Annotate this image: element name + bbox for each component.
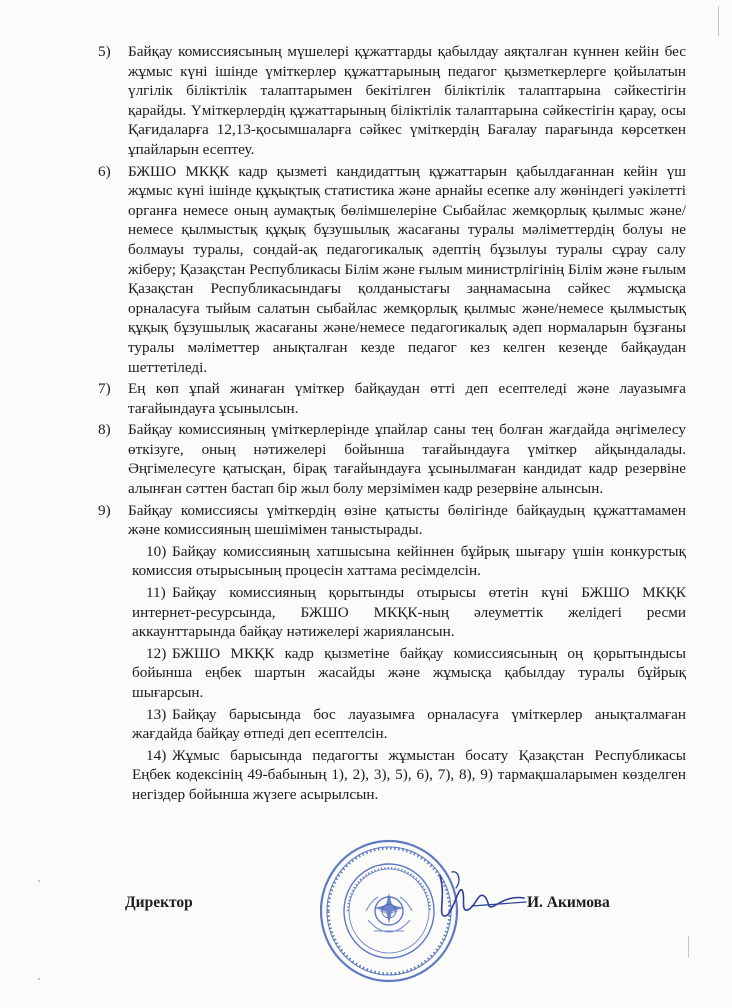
order-items-list [92, 42, 686, 807]
item-text: Байқау комиссиясының мүшелері құжаттарды қабылдау аяқталған күннен кейін бес жұмыс күні ішінде үміткерлер құжаттарының педагог қызметкерлерге қойылатын үлгілік біліктілік талаптарымен бекітілген біліктілік талаптарына сәйкестігін қарайды. Үміткерлердің құжаттарының біліктілік талаптарына сәйкестігін қарау, осы Қағидаларға 12,13-қосымшаларға сәйкес үміткердің Бағалау парағында көрсеткен ұпайларын есептеу. [128, 43, 686, 158]
list-item [92, 42, 686, 160]
signatory-name: И. Акимова [527, 894, 610, 911]
item-text: Байқау комиссиясы үміткердің өзіне қатысты бөлігінде байқаудың құжаттамамен және комиссияның шешімімен таныстырады. [128, 501, 686, 539]
signatory-position: Директор [125, 894, 193, 911]
item-number: 10) [146, 542, 167, 560]
list-item [92, 644, 686, 703]
item-text: Байқау комиссияның қорытынды отырысы өтетін күні БЖШО МКҚК интернет-ресурсында, БЖШО МКҚК-ның әлеуметтік желідегі ресми аккаунттарында байқау нәтижелері жариялансын. [132, 584, 686, 641]
list-item [92, 705, 686, 744]
list-item [92, 162, 686, 378]
item-text: БЖШО МКҚК кадр қызметі кандидаттың құжаттарын қабылдағаннан кейін үш жұмыс күні ішінде құқықтық статистика және арнайы есепке алу жөніндегі уәкілетті органға немесе оның аумақтық бөлімшелеріне Сыбайлас жемқорлық қылмыс және/немесе қылмыстық құқық бұзушылық жасағаны туралы мәліметтердің болуы не болмауы туралы, сондай-ақ педагогикалық әдептің бұзылуы туралы сұрау салу жіберу; Қазақстан Республикасы Білім және ғылым министрлігінің Білім және ғылым Қазақстан Республикасындағы қолданыстағы заңнамасына сәйкес жұмысқа орналасуға тыйым салатын сыбайлас жемқорлық қылмыс және/немесе қылмыстық құқық бұзушылық жасағаны және/немесе педагогикалық әдеп нормаларын бұзғаны туралы мәліметтер анықталған кезде педагог кез келген кезеңде байқаудан шеттетіледі. [128, 162, 686, 376]
list-item [92, 420, 686, 498]
item-number: 11) [146, 584, 166, 602]
scan-mark [718, 6, 719, 36]
list-item [92, 501, 686, 540]
item-number: 7) [98, 380, 111, 398]
scan-mark [38, 978, 40, 980]
item-number: 9) [98, 501, 111, 519]
item-number: 5) [98, 43, 111, 60]
scan-mark [38, 880, 40, 882]
item-text: БЖШО МКҚК кадр қызметіне байқау комиссиясының оң қорытындысы бойынша еңбек шартын жасайды және жұмысқа қабылдау туралы бұйрық шығарсын. [132, 644, 686, 701]
list-item [92, 379, 686, 418]
list-item [92, 746, 686, 805]
item-text: Жұмыс барысында педагогты жұмыстан босату Қазақстан Республикасы Еңбек кодексінің 49-бабының 1), 2), 3), 5), 6), 7), 8), 9) тармақшаларымен көзделген негіздер бойынша жүзеге асырылсын. [132, 746, 686, 803]
scan-mark [688, 936, 689, 958]
item-number: 6) [98, 162, 111, 180]
list-item [92, 542, 686, 581]
item-number: 13) [146, 705, 167, 723]
item-number: 8) [98, 421, 111, 439]
item-text: Байқау комиссияның хатшысына кейіннен бұйрық шығару үшін конкурстық комиссия отырысының процесін хаттама ресімделсін. [132, 542, 686, 580]
list-item [92, 583, 686, 642]
item-text: Байқау барысында бос лауазымға орналасуға үміткерлер анықталмаған жағдайда байқау өтпеді деп есептелсін. [132, 705, 686, 743]
item-text: Ең көп ұпай жинаған үміткер байқаудан өтті деп есептеледі және лауазымға тағайындауға ұсынылсын. [128, 380, 686, 417]
item-text: Байқау комиссияның үміткерлерінде ұпайлар саны тең болған жағдайда әңгімелесу өткізуге, оның нәтижелері бойынша тағайындауға үміткер айқындалады. Әңгімелесуге қатысқан, бірақ тағайындауға ұсынылмаған кандидат кадр резервіне алынған сәттен бастап бір жыл болу мерзімімен кадр резервіне алынсын. [128, 421, 686, 498]
signature-block [125, 894, 665, 924]
item-number: 14) [146, 746, 167, 764]
item-number: 12) [146, 644, 167, 662]
